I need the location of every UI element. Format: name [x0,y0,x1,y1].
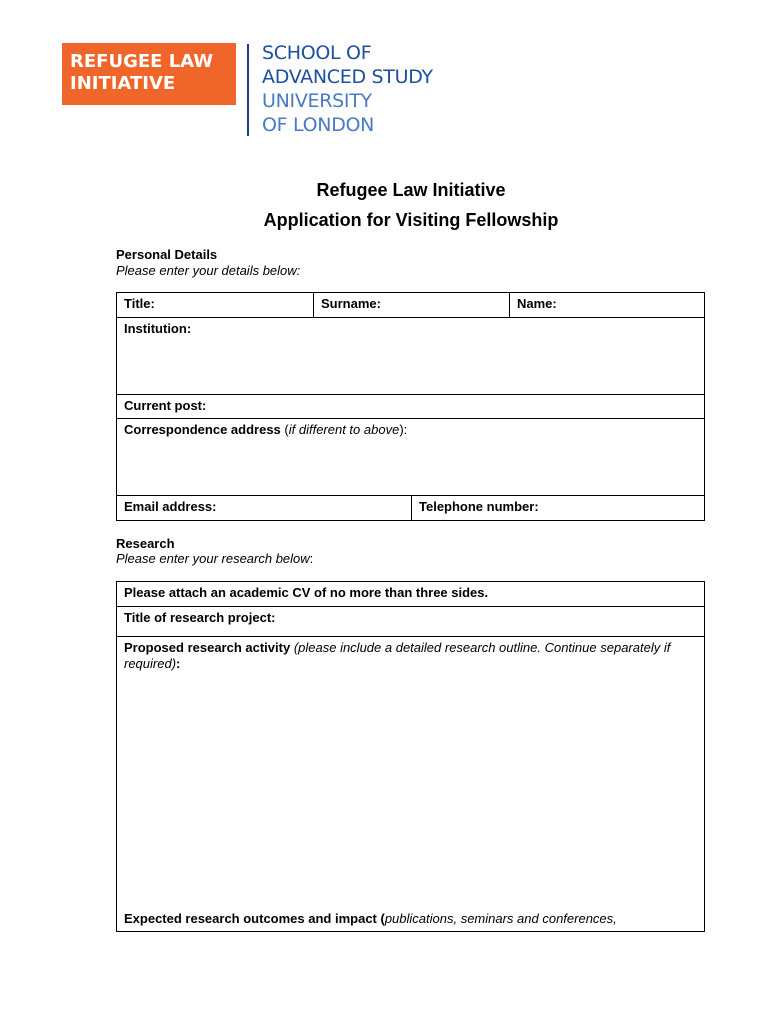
cv-note: Please attach an academic CV of no more than three sides. [124,585,489,600]
document-title: Refugee Law Initiative [316,180,506,200]
correspondence-field-note: if different to above [288,422,400,437]
sas-logo-line4: OF LONDON [262,114,375,136]
research-instruction [116,551,313,566]
research-activity-colon: : [176,656,181,671]
institution-field-label: Institution: [124,321,192,336]
telephone-field-label: Telephone number: [419,499,539,514]
sas-logo-line3: UNIVERSITY [262,90,372,112]
school-of-advanced-study-logo [262,41,433,137]
research-outcomes-note: publications, seminars and conferences, [384,911,617,926]
document-subtitle: Application for Visiting Fellowship [263,210,559,230]
personal-details-heading: Personal Details [116,247,218,262]
research-activity-note: (please include a detailed research outline. Continue separately if required) [124,640,671,671]
contact-row [117,496,704,520]
research-activity-row [117,637,704,926]
research-instruction-text: Please enter your research below [116,551,310,566]
sas-logo-line2: ADVANCED STUDY [262,66,433,88]
rli-logo-line2: INITIATIVE [70,73,176,94]
project-title-field-label: Title of research project: [124,610,276,625]
telephone-field[interactable] [411,496,704,520]
logo-divider [247,44,249,136]
current-post-field[interactable] [117,395,704,418]
title-field-label: Title: [124,296,155,311]
project-title-row [117,607,704,637]
name-field-label: Name: [517,296,557,311]
correspondence-paren-close: ): [399,422,408,437]
email-field-label: Email address: [124,499,217,514]
name-field[interactable] [509,293,704,317]
surname-field-label: Surname: [321,296,381,311]
surname-field[interactable] [313,293,509,317]
research-outcomes-label: Expected research outcomes and impact ( [124,911,385,926]
title-field[interactable] [117,293,313,317]
name-row [117,293,704,318]
correspondence-row [117,419,704,496]
research-activity-field[interactable] [117,637,704,926]
cv-row [117,582,704,607]
correspondence-paren-open: ( [280,422,289,437]
refugee-law-initiative-logo [62,43,236,105]
institution-row [117,318,704,395]
correspondence-field-label: Correspondence address [124,422,281,437]
current-post-field-label: Current post: [124,398,207,413]
research-form [116,581,705,932]
research-heading: Research [116,536,175,551]
sas-logo-line1: SCHOOL OF [262,42,372,64]
outcomes-line [124,911,617,927]
email-field[interactable] [117,496,411,520]
personal-details-instruction: Please enter your details below: [116,263,301,278]
project-title-field[interactable] [117,607,704,636]
personal-details-form [116,292,705,521]
rli-logo-line1: REFUGEE LAW [70,51,214,72]
institution-field[interactable] [117,318,704,394]
research-instruction-colon: : [309,551,314,566]
correspondence-address-field[interactable] [117,419,704,495]
research-activity-label: Proposed research activity [124,640,291,655]
current-post-row [117,395,704,419]
